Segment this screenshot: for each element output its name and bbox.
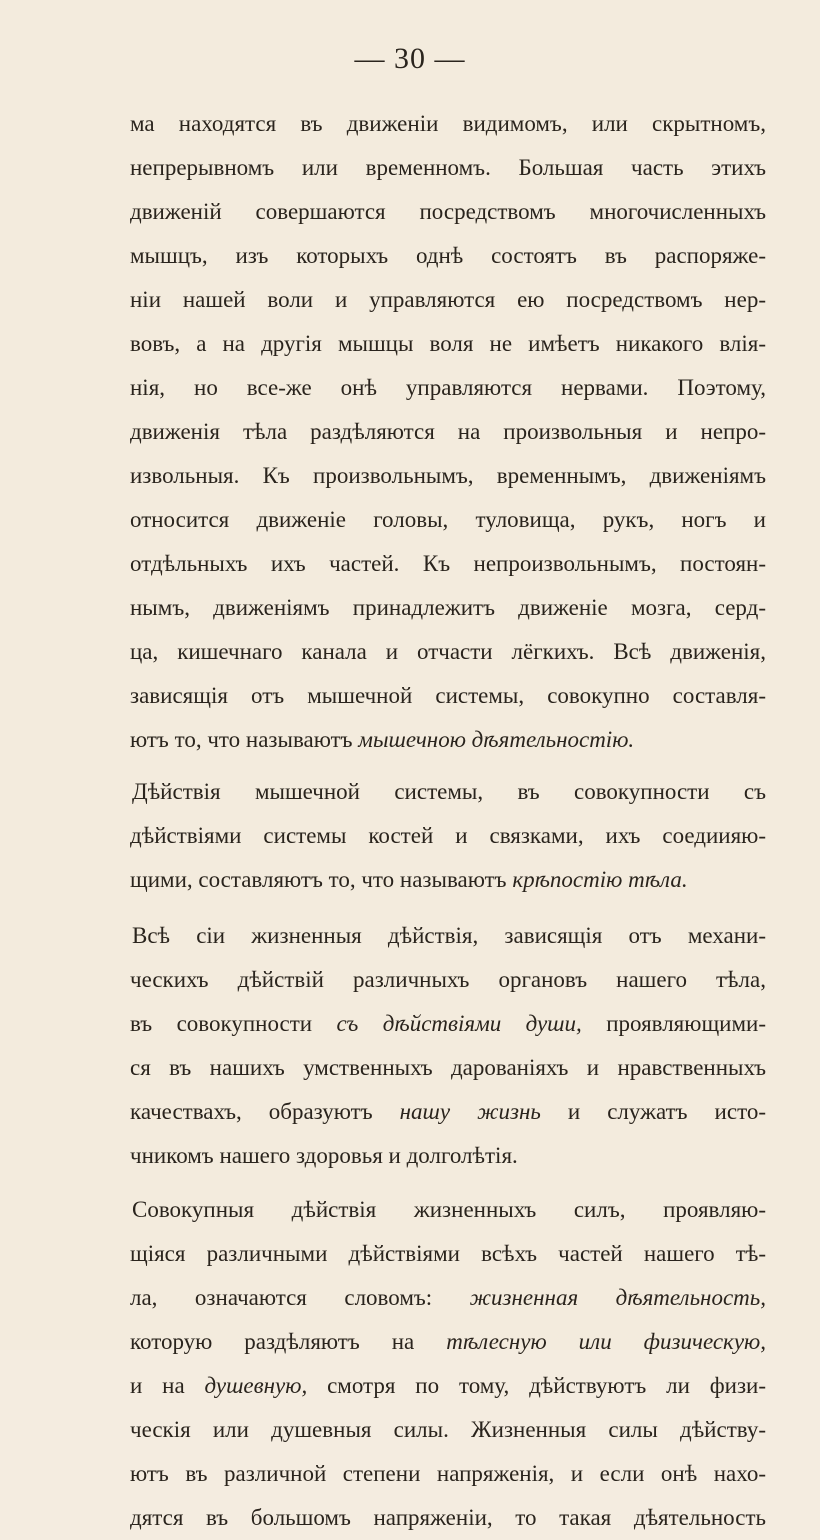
paragraph-gap (130, 902, 766, 914)
italic-text: тѣлесную или физическую, (446, 1329, 766, 1354)
text-segment: качествахъ, образуютъ (130, 1099, 400, 1124)
text-line (130, 1276, 766, 1320)
text-line (130, 814, 766, 858)
text-line (130, 1496, 766, 1540)
text-segment: вовъ, а на другія мышцы воля не имѣетъ никакого влія- (130, 331, 766, 356)
text-line (130, 718, 766, 762)
text-segment: непрерывномъ или временномъ. Большая часть этихъ (130, 155, 766, 180)
text-line (130, 1090, 766, 1134)
text-segment: которую раздѣляютъ на (130, 1329, 447, 1354)
text-segment: чникомъ нашего здоровья и долголѣтія. (130, 1143, 518, 1168)
text-segment: дѣйствіями системы костей и связками, ихъ соедиияю- (130, 823, 766, 848)
paragraph-gap (130, 762, 766, 770)
paragraph (130, 1188, 766, 1540)
page-number: — 30 — (354, 42, 466, 75)
text-line (130, 542, 766, 586)
italic-text: крѣпостію тѣла. (512, 867, 688, 892)
text-segment: извольныя. Къ произвольнымъ, временнымъ, движеніямъ (130, 463, 766, 488)
text-line (130, 366, 766, 410)
text-segment: Всѣ сіи жизненныя дѣйствія, зависящія отъ механи- (132, 923, 766, 948)
text-segment: и служатъ исто- (540, 1099, 766, 1124)
text-line (130, 1408, 766, 1452)
paragraph (130, 770, 766, 902)
text-segment: ніи нашей воли и управляются ею посредствомъ нер- (130, 287, 766, 312)
text-line (130, 498, 766, 542)
text-line (130, 278, 766, 322)
italic-text: жизненная дѣятельность, (469, 1285, 766, 1310)
text-line (130, 1452, 766, 1496)
text-line (130, 102, 766, 146)
text-segment: движенія тѣла раздѣляются на произвольныя и непро- (130, 419, 766, 444)
text-line (130, 1364, 766, 1408)
text-segment: ческихъ дѣйствій различныхъ органовъ нашего тѣла, (130, 967, 766, 992)
text-segment: ца, кишечнаго канала и отчасти лёгкихъ. Всѣ движенія, (130, 639, 766, 664)
text-segment: щими, составляютъ то, что называютъ (130, 867, 513, 892)
text-segment: Совокупныя дѣйствія жизненныхъ силъ, проявляю- (132, 1197, 766, 1222)
text-segment: въ совокупности (130, 1011, 337, 1036)
text-line (130, 1320, 766, 1364)
text-segment: нымъ, движеніямъ принадлежитъ движеніе мозга, серд- (130, 595, 766, 620)
italic-text: мышечною дѣятельностію. (358, 727, 635, 752)
text-line (130, 630, 766, 674)
text-line (130, 454, 766, 498)
text-line (130, 1002, 766, 1046)
text-line (130, 958, 766, 1002)
paragraph (130, 914, 766, 1178)
text-segment: дятся въ большомъ напряженіи, то такая дѣятельность (130, 1505, 766, 1530)
body-text (130, 102, 766, 1540)
text-line (130, 1134, 766, 1178)
text-segment: ютъ въ различной степени напряженія, и если онѣ нахо- (130, 1461, 766, 1486)
text-segment: проявляющими- (581, 1011, 766, 1036)
text-segment: отдѣльныхъ ихъ частей. Къ непроизвольнымъ, постоян- (130, 551, 766, 576)
text-segment: Дѣйствія мышечной системы, въ совокупности съ (132, 779, 766, 804)
text-line (130, 410, 766, 454)
paragraph (130, 102, 766, 762)
text-line (130, 858, 766, 902)
text-segment: относится движеніе головы, туловища, рукъ, ногъ и (130, 507, 766, 532)
text-segment: мышцъ, изъ которыхъ однѣ состоятъ въ распоряже- (130, 243, 766, 268)
paragraph-gap (130, 1178, 766, 1188)
text-segment: движеній совершаются посредствомъ многочисленныхъ (130, 199, 766, 224)
text-segment: ла, означаются словомъ: (130, 1285, 470, 1310)
text-segment: и на (130, 1373, 205, 1398)
italic-text: душевную, (204, 1373, 308, 1398)
text-line (130, 146, 766, 190)
text-line (130, 674, 766, 718)
text-segment: ся въ нашихъ умственныхъ дарованіяхъ и нравственныхъ (130, 1055, 766, 1080)
text-segment: ческія или душевныя силы. Жизненныя силы дѣйству- (130, 1417, 766, 1442)
text-line (130, 770, 766, 814)
text-line (130, 914, 766, 958)
text-line (130, 322, 766, 366)
text-line (130, 586, 766, 630)
text-line (130, 1046, 766, 1090)
text-line (130, 1188, 766, 1232)
text-segment: ма находятся въ движеніи видимомъ, или скрытномъ, (130, 111, 766, 136)
text-segment: щіяся различными дѣйствіями всѣхъ частей нашего тѣ- (130, 1241, 766, 1266)
text-segment: ютъ то, что называютъ (130, 727, 359, 752)
text-line (130, 1232, 766, 1276)
text-segment: нія, но все-же онѣ управляются нервами. Поэтому, (130, 375, 766, 400)
text-line (130, 234, 766, 278)
text-segment: зависящія отъ мышечной системы, совокупно составля- (130, 683, 766, 708)
italic-text: нашу жизнь (399, 1099, 541, 1124)
italic-text: съ дѣйствіями души, (336, 1011, 582, 1036)
text-segment: смотря по тому, дѣйствуютъ ли физи- (307, 1373, 767, 1398)
text-line (130, 190, 766, 234)
